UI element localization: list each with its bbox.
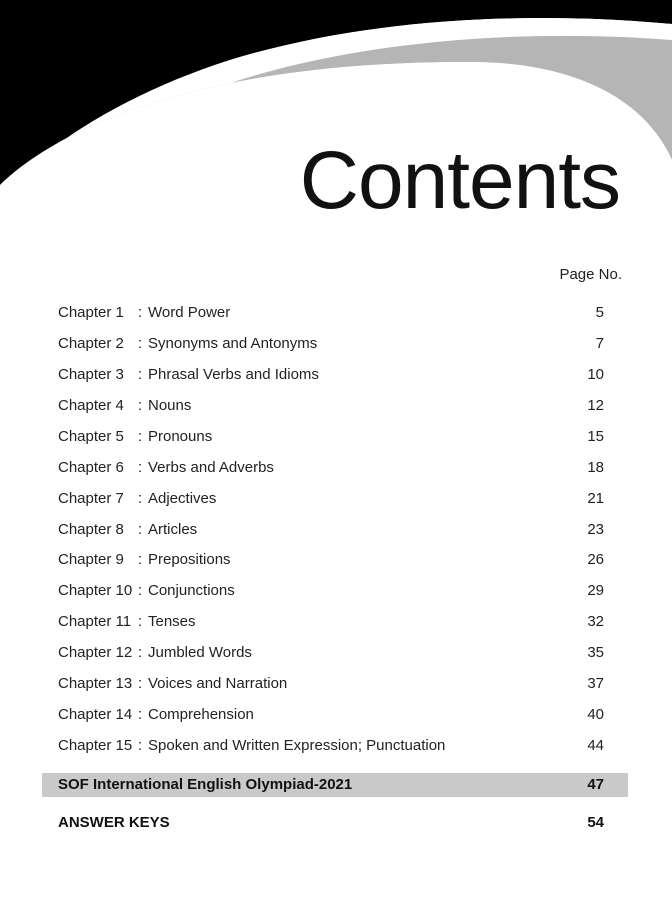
chapter-number: Chapter 1	[58, 304, 124, 321]
chapter-colon: :	[138, 706, 143, 723]
chapter-number: Chapter 15	[58, 737, 133, 754]
chapter-title: Prepositions	[148, 551, 231, 568]
chapter-number: Chapter 13	[58, 675, 133, 692]
chapter-colon: :	[138, 335, 143, 352]
chapter-page: 35	[587, 644, 604, 661]
toc-row-chapter-1[interactable]	[58, 302, 604, 324]
chapter-colon: :	[138, 644, 143, 661]
chapter-title: Nouns	[148, 397, 192, 414]
chapter-number: Chapter 2	[58, 335, 124, 352]
chapter-number: Chapter 10	[58, 582, 133, 599]
chapter-number: Chapter 9	[58, 551, 124, 568]
chapter-page: 15	[587, 428, 604, 445]
toc-row-chapter-6[interactable]	[58, 457, 604, 479]
chapter-title: Synonyms and Antonyms	[148, 335, 318, 352]
sof-section-label: SOF International English Olympiad-2021	[58, 776, 353, 793]
chapter-title: Verbs and Adverbs	[148, 459, 274, 476]
chapter-colon: :	[138, 613, 143, 630]
chapter-title: Phrasal Verbs and Idioms	[148, 366, 319, 383]
chapter-page: 23	[587, 521, 604, 538]
chapter-title: Articles	[148, 521, 198, 538]
chapter-number: Chapter 3	[58, 366, 124, 383]
chapter-colon: :	[138, 304, 143, 321]
chapter-title: Comprehension	[148, 706, 254, 723]
toc-row-answer-keys[interactable]	[58, 812, 604, 834]
chapter-number: Chapter 5	[58, 428, 124, 445]
chapter-number: Chapter 6	[58, 459, 124, 476]
toc-row-chapter-15[interactable]	[58, 735, 604, 757]
chapter-colon: :	[138, 397, 143, 414]
toc-row-sof-olympiad[interactable]	[42, 773, 628, 797]
answer-keys-page: 54	[587, 814, 604, 831]
toc-row-chapter-5[interactable]	[58, 426, 604, 448]
chapter-colon: :	[138, 551, 143, 568]
toc-row-chapter-11[interactable]	[58, 611, 604, 633]
chapter-number: Chapter 11	[58, 613, 132, 630]
chapter-page: 12	[587, 397, 604, 414]
chapter-number: Chapter 8	[58, 521, 124, 538]
chapter-colon: :	[138, 737, 143, 754]
toc-row-chapter-10[interactable]	[58, 580, 604, 602]
chapter-title: Word Power	[148, 304, 231, 321]
toc-row-chapter-3[interactable]	[58, 364, 604, 386]
toc-row-chapter-2[interactable]	[58, 333, 604, 355]
answer-keys-label: ANSWER KEYS	[58, 814, 170, 831]
sof-section-page: 47	[587, 776, 604, 793]
chapter-title: Adjectives	[148, 490, 217, 507]
chapter-colon: :	[138, 521, 143, 538]
page-title: Contents	[299, 135, 620, 226]
chapter-title: Tenses	[148, 613, 196, 630]
chapter-page: 32	[587, 613, 604, 630]
toc-row-chapter-14[interactable]	[58, 704, 604, 726]
chapter-number: Chapter 12	[58, 644, 133, 661]
chapter-page: 29	[587, 582, 604, 599]
chapter-colon: :	[138, 490, 143, 507]
toc-row-chapter-8[interactable]	[58, 519, 604, 541]
chapter-page: 10	[587, 366, 604, 383]
chapter-number: Chapter 7	[58, 490, 124, 507]
chapter-number: Chapter 4	[58, 397, 124, 414]
chapter-title: Voices and Narration	[148, 675, 288, 692]
chapter-colon: :	[138, 675, 143, 692]
chapter-colon: :	[138, 366, 143, 383]
chapter-colon: :	[138, 582, 143, 599]
toc-row-chapter-4[interactable]	[58, 395, 604, 417]
page-no-header: Page No.	[559, 266, 622, 283]
toc-row-chapter-9[interactable]	[58, 549, 604, 571]
toc-row-chapter-7[interactable]	[58, 488, 604, 510]
chapter-colon: :	[138, 428, 143, 445]
chapter-page: 44	[587, 737, 604, 754]
chapter-title: Conjunctions	[148, 582, 235, 599]
chapter-page: 21	[587, 490, 604, 507]
chapter-title: Jumbled Words	[148, 644, 252, 661]
chapter-page: 5	[595, 304, 604, 321]
chapter-number: Chapter 14	[58, 706, 133, 723]
chapter-title: Pronouns	[148, 428, 213, 445]
chapter-page: 18	[587, 459, 604, 476]
chapter-title: Spoken and Written Expression; Punctuation	[148, 737, 446, 754]
chapter-colon: :	[138, 459, 143, 476]
chapter-page: 7	[595, 335, 604, 352]
chapter-page: 40	[587, 706, 604, 723]
toc-row-chapter-12[interactable]	[58, 642, 604, 664]
chapter-page: 26	[587, 551, 604, 568]
chapter-page: 37	[587, 675, 604, 692]
toc-row-chapter-13[interactable]	[58, 673, 604, 695]
